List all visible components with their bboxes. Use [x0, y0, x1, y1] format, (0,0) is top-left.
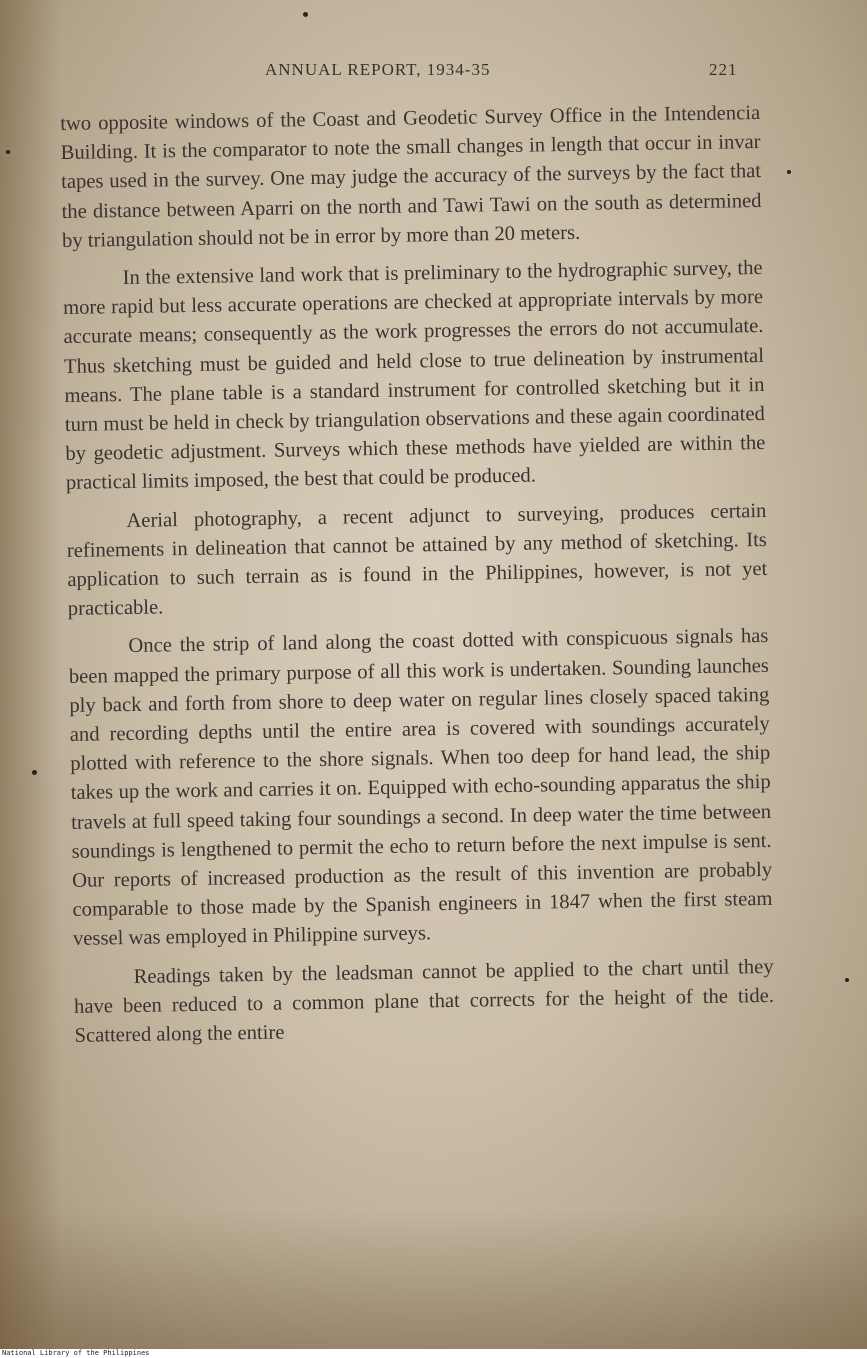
paragraph-leadsman: Readings taken by the leadsman cannot be applied to the chart until they have been reduced to a common plane that corrects for the height of the tide. Scattered along the entire [73, 955, 775, 1047]
paragraph-continued: two opposite windows of the Coast and Geodetic Survey Office in the Intendencia Building. It is the comparator to note the small changes in length that occur in invar tapes used in the survey. One may judge the accuracy of the surveys by the fact that the distance between Aparri on the north and Tawi Tawi on the south as determined by triangulation should not be in error by more than 20 meters. [60, 102, 762, 252]
paragraph-sounding: Once the strip of land along the coast dotted with conspicuous signals has been mapped the primary purpose of all this work is undertaken. Sounding launches ply back and forth from shore to deep water on regular lines closely spaced taking and recording depths until the entire area is covered with soundings accurately plotted with reference to the shore signals. When too deep for hand lead, the ship takes up the work and carries it on. Equipped with echo-sounding apparatus the ship travels at full speed taking four soundings a second. In deep water the time between soundings is lengthened to permit the echo to return before the next impulse is sent. Our reports of increased production as the result of this invention are probably comparable to those made by the Spanish engineers in 1847 when the first steam vessel was employed in Philippine surveys. [68, 625, 773, 951]
page-number: 221 [709, 60, 738, 79]
paragraph-land-work: In the extensive land work that is preliminary to the hydrographic survey, the more rapid but less accurate operations are checked at appropriate intervals by more accurate means; consequently as the work progresses the errors do not accumulate. Thus sketching must be guided and held close to true delineation by instrumental means. The plane table is a standard instrument for controlled sketching but it in turn must be held in check by triangulation observations and these again coordinated by geodetic adjustment. Surveys which these methods have yielded are within the practical limits imposed, the best that could be produced. [62, 257, 766, 495]
body-text [60, 99, 775, 1060]
ink-spot [787, 170, 791, 174]
page-gutter-shadow [0, 0, 60, 1349]
paragraph-aerial-photography: Aerial photography, a recent adjunct to surveying, produces certain refinements in delineation that cannot be attained by any method of sketching. Its application to such terrain as is found in the Philippines, however, is not yet practicable. [66, 499, 768, 621]
ink-spot [6, 150, 10, 154]
report-title: ANNUAL REPORT, 1934-35 [265, 60, 491, 79]
ink-spot [845, 978, 849, 982]
running-header [0, 60, 867, 86]
ink-spot [303, 12, 308, 17]
ink-spot [32, 770, 37, 775]
library-watermark: National Library of the Philippines [0, 1349, 867, 1358]
page-bottom-shadow [0, 1209, 867, 1349]
